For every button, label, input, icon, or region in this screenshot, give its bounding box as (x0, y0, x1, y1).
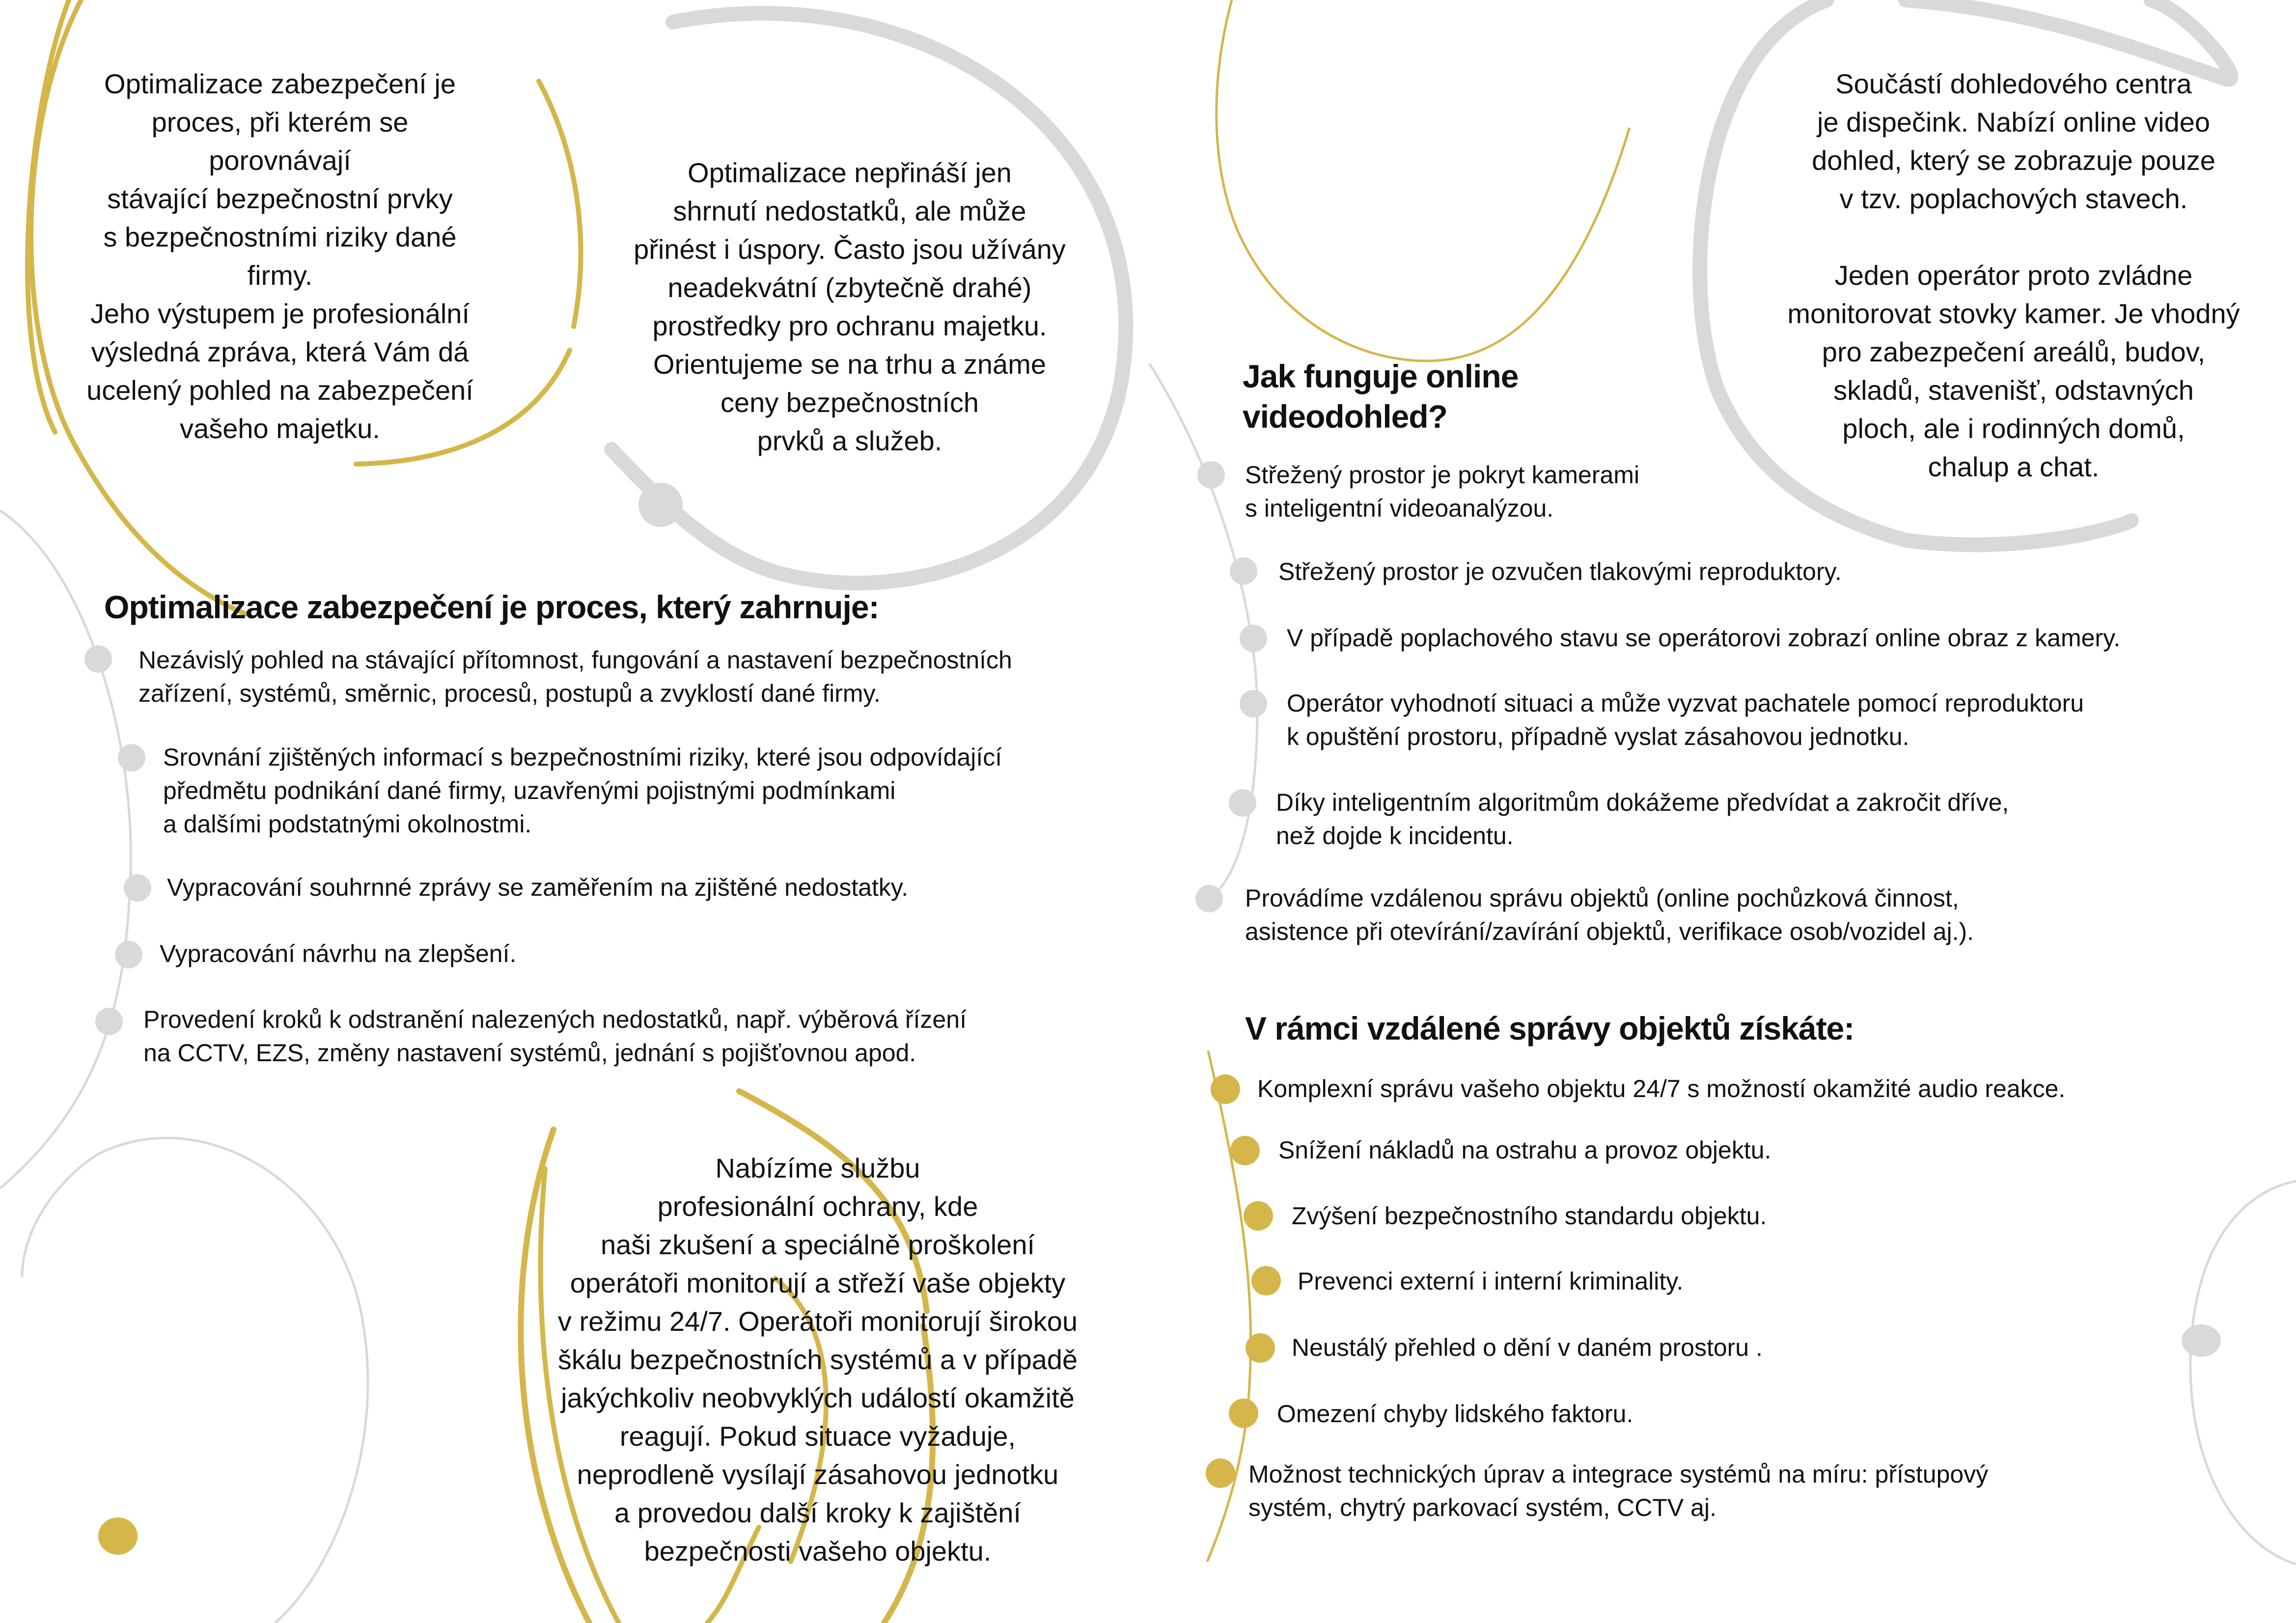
bullet-dot (1251, 1266, 1281, 1295)
grey-thin-arc-bottom-left (22, 1138, 368, 1623)
bullet-dot (1197, 461, 1225, 489)
bubble-line: vašeho majetku. (180, 413, 380, 444)
bubble-line: monitorovat stovky kamer. Je vhodný (1787, 298, 2240, 329)
grey-thin-arc-right (2190, 1181, 2296, 1564)
process-item (167, 871, 908, 904)
item-line: než dojde k incidentu. (1276, 822, 1514, 850)
bullet-dot (1244, 1201, 1273, 1231)
bullet-dot (95, 1008, 123, 1035)
bubble-line: jakýchkoliv neobvyklých událostí okamžitě (561, 1382, 1075, 1413)
item-line: Nezávislý pohled na stávající přítomnost, fungování a nastavení bezpečnostních (138, 646, 1012, 674)
bubble-line: Nabízíme službu (715, 1153, 920, 1183)
bullet-dot (1230, 1136, 1260, 1165)
item-line: Operátor vyhodnotí situaci a může vyzvat pachatele pomocí reproduktoru (1287, 689, 2084, 717)
item-line: asistence při otevírání/zavírání objektů, verifikace osob/vozidel aj.). (1245, 918, 1974, 945)
item-line: Díky inteligentním algoritmům dokážeme předvídat a zakročit dříve, (1276, 789, 2009, 816)
bullet-dot (1230, 557, 1257, 585)
video-item (1276, 786, 2009, 853)
remote-item (1257, 1072, 2065, 1105)
remote-item (1298, 1265, 1683, 1298)
bubble-line: v režimu 24/7. Operátoři monitorují širokou (557, 1306, 1078, 1337)
item-line: Střežený prostor je ozvučen tlakovými reproduktory. (1278, 558, 1842, 585)
bubble-line: Orientujeme se na trhu a známe (653, 349, 1046, 380)
bubble-line: výsledná zpráva, která Vám dá (91, 336, 469, 367)
bubble-line: Optimalizace nepřináší jen (688, 157, 1012, 188)
remote-item (1292, 1199, 1767, 1233)
video-item (1287, 687, 2084, 753)
bubble-line: škálu bezpečnostních systémů a v případě (557, 1344, 1078, 1375)
process-item (138, 643, 1012, 710)
dispatch-bubble-top-right (1758, 65, 2269, 486)
bubble-line: shrnutí nedostatků, ale může (673, 195, 1026, 226)
video-heading-line: Jak funguje online (1243, 358, 1519, 394)
bullet-dot (1240, 690, 1267, 717)
bubble-line: proces, při kterém se porovnávají (151, 107, 409, 176)
process-item (160, 937, 516, 970)
video-item (1245, 458, 1639, 525)
process-heading: Optimalizace zabezpečení je proces, který zahrnuje: (104, 589, 879, 625)
bullet-dot (1245, 1333, 1275, 1363)
bubble-line: pro zabezpečení areálů, budov, (1822, 336, 2206, 367)
savings-bubble-top-middle (594, 154, 1105, 460)
item-line: Střežený prostor je pokryt kamerami (1245, 461, 1640, 489)
item-line: Prevenci externí i interní kriminality. (1298, 1267, 1684, 1295)
bubble-line: prostředky pro ochranu majetku. (652, 310, 1047, 341)
bullet-dot (84, 645, 112, 673)
bubble-line: je dispečink. Nabízí online video (1817, 107, 2211, 138)
bubble-line: a provedou další kroky k zajištění (614, 1497, 1021, 1528)
bullet-dot (1206, 1458, 1235, 1488)
bubble-line: neadekvátní (zbytečně drahé) (667, 272, 1032, 303)
process-item (143, 1003, 967, 1070)
item-line: na CCTV, EZS, změny nastavení systémů, jednání s pojišťovnou apod. (143, 1039, 916, 1067)
remote-item (1277, 1397, 1633, 1430)
bubble-line: Jeden operátor proto zvládne (1834, 260, 2193, 291)
item-line: Zvýšení bezpečnostního standardu objektu. (1292, 1202, 1767, 1230)
gold-thin-arc-top (1217, 0, 1630, 361)
remote-item (1248, 1458, 1988, 1524)
bubble-line: skladů, stavenišť, odstavných (1833, 375, 2194, 406)
item-line: V případě poplachového stavu se operátorovi zobrazí online obraz z kamery. (1287, 624, 2121, 652)
bullet-dot (115, 941, 142, 968)
bubble-line: Jeho výstupem je profesionální (90, 298, 470, 329)
remote-heading: V rámci vzdálené správy objektů získáte: (1245, 1010, 1854, 1046)
item-line: Provedení kroků k odstranění nalezených nedostatků, např. výběrová řízení (143, 1006, 967, 1033)
bubble-line: naši zkušení a speciálně proškolení (600, 1229, 1035, 1260)
item-line: Provádíme vzdálenou správu objektů (online pochůzková činnost, (1245, 884, 1959, 912)
remote-bullets (1206, 1074, 1281, 1488)
bubble-line: dohled, který se zobrazuje pouze (1812, 145, 2215, 176)
video-item (1287, 621, 2120, 655)
bullet-dot (1240, 625, 1267, 652)
remote-item (1278, 1133, 1771, 1167)
bubble-line: Součástí dohledového centra (1835, 68, 2192, 99)
grey-thin-curve-middle (1149, 363, 1257, 899)
bubble-line: stávající bezpečnostní prvky (107, 183, 453, 214)
item-line: systém, chytrý parkovací systém, CCTV aj. (1248, 1494, 1716, 1521)
bubble-line: neprodleně vysílají zásahovou jednotku (577, 1459, 1059, 1490)
item-line: Komplexní správu vašeho objektu 24/7 s možností okamžité audio reakce. (1257, 1075, 2066, 1102)
item-line: Možnost technických úprav a integrace systémů na míru: přístupový (1248, 1460, 1989, 1488)
item-line: Vypracování návrhu na zlepšení. (160, 940, 517, 967)
gold-dot-bottom-left (98, 1517, 138, 1555)
video-heading-line: videodohled? (1243, 398, 1447, 435)
bubble-line: s bezpečnostními riziky dané firmy. (103, 221, 457, 291)
video-item (1278, 555, 1842, 588)
bubble-line: profesionální ochrany, kde (657, 1191, 978, 1222)
video-heading (1243, 356, 1518, 437)
grey-dot-top-middle (638, 483, 683, 527)
bubble-line: prvků a služeb. (757, 425, 942, 456)
grey-dot-right (2182, 1324, 2221, 1357)
process-item (163, 741, 1002, 841)
item-line: s inteligentní videoanalýzou. (1245, 495, 1554, 522)
bubble-line: ploch, ale i rodinných domů, (1842, 413, 2185, 444)
item-line: zařízení, systémů, směrnic, procesů, postupů a zvyklostí dané firmy. (138, 680, 881, 707)
item-line: předmětu podnikání dané firmy, uzavřenými pojistnými podmínkami (163, 777, 896, 804)
bullet-dot (1195, 885, 1223, 912)
item-line: Neustálý přehled o dění v daném prostoru . (1292, 1334, 1763, 1361)
video-item (1245, 881, 1974, 948)
bubble-line: operátoři monitorují a střeží vaše objekty (570, 1267, 1066, 1298)
item-line: Srovnání zjištěných informací s bezpečnostními riziky, které jsou odpovídající (163, 743, 1002, 771)
service-bubble-bottom-middle (545, 1149, 1090, 1570)
bubble-line: Optimalizace zabezpečení je (104, 68, 456, 99)
bullet-dot (1229, 1399, 1258, 1428)
item-line: Vypracování souhrnné zprávy se zaměřením na zjištěné nedostatky. (167, 874, 909, 901)
item-line: a dalšími podstatnými okolnostmi. (163, 810, 532, 838)
remote-item (1292, 1331, 1763, 1364)
item-line: Omezení chyby lidského faktoru. (1277, 1400, 1633, 1428)
bubble-line: reagují. Pokud situace vyžaduje, (619, 1421, 1016, 1452)
bubble-line: přinést i úspory. Často jsou užívány (634, 234, 1066, 265)
bullet-dot (118, 744, 145, 771)
bullet-dot (124, 874, 151, 902)
bubble-line: ucelený pohled na zabezpečení (86, 375, 473, 406)
bubble-line: v tzv. poplachových stavech. (1839, 183, 2188, 214)
bullet-dot (1229, 789, 1256, 817)
bubble-line: bezpečnosti vašeho objektu. (644, 1536, 992, 1567)
item-line: k opuštění prostoru, případně vyslat zásahovou jednotku. (1287, 723, 1909, 750)
item-line: Snížení nákladů na ostrahu a provoz objektu. (1278, 1136, 1771, 1164)
intro-bubble-top-left (83, 65, 476, 448)
bullet-dot (1211, 1074, 1240, 1104)
bubble-line: ceny bezpečnostních (720, 387, 979, 418)
bubble-line: chalup a chat. (1928, 451, 2100, 482)
